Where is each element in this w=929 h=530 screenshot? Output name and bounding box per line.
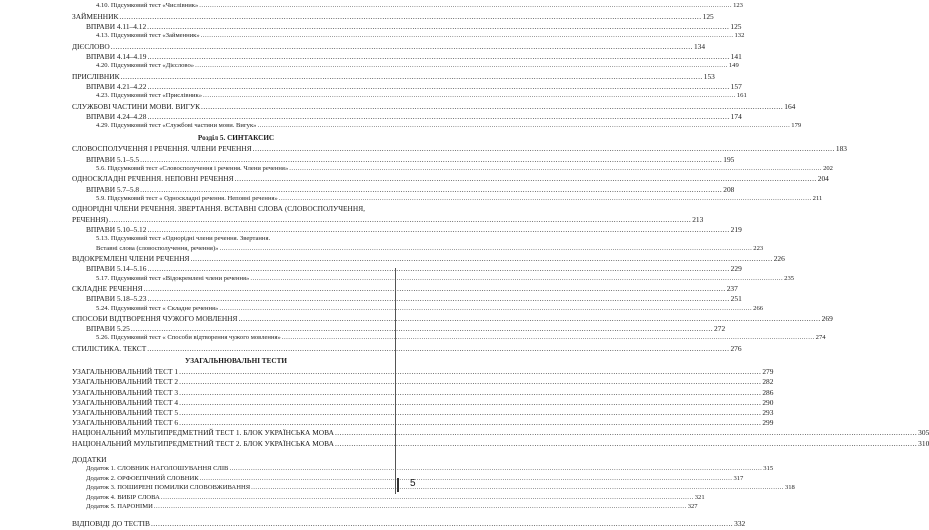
toc-entry-page: 272 [714,324,726,334]
toc-entry-page: 290 [762,397,774,407]
dot-leader [179,419,761,426]
dot-leader [154,504,687,511]
toc-entry [72,438,929,450]
toc-entry-title: УЗАГАЛЬНЮВАЛЬНИЙ ТЕСТ 6 [72,418,179,428]
toc-entry-title: ОДНОРІДНІ ЧЛЕНИ РЕЧЕННЯ. ЗВЕРТАННЯ. ВСТАВНІ СЛОВА (СЛОВОСПОЛУЧЕННЯ, [72,204,365,214]
dot-leader [119,13,701,20]
section-heading: УЗАГАЛЬНЮВАЛЬНІ ТЕСТИ [185,357,287,366]
toc-entry-title: 5.13. Підсумковий тест «Однорідні члени речення. Звертання. [96,234,271,242]
toc-entry-title: 4.13. Підсумковий тест «Займенник» [96,31,200,39]
toc-entry-page: 125 [730,21,742,31]
dot-leader [195,63,728,70]
toc-entry-title: 5.26. Підсумковий тест « Способи відтворення чужого мовлення» [96,334,281,342]
toc-entry-page: 266 [753,304,764,312]
toc-entry [72,518,746,530]
toc-entry-page: 134 [693,41,706,51]
dot-leader [335,440,917,447]
dot-leader [179,399,761,406]
toc-entry-title: 5.6. Підсумковий тест «Словосполучення і речення. Члени речення» [96,164,289,172]
toc-entry-page: 204 [817,174,829,184]
toc-entry-title: УЗАГАЛЬНЮВАЛЬНИЙ ТЕСТ 1 [72,367,179,377]
toc-entry-title: ДОДАТКИ [72,454,107,464]
toc-entry-title: ВПРАВИ 4.14–4.19 [86,51,147,61]
toc-entry-page: 321 [694,493,705,501]
toc-entry-page: 315 [763,464,774,472]
toc-entry [72,264,742,275]
dot-leader [131,325,713,332]
toc-entry-title: СЛОВОСПОЛУЧЕННЯ І РЕЧЕННЯ. ЧЛЕНИ РЕЧЕННЯ [72,144,252,154]
toc-entry-title: УЗАГАЛЬНЮВАЛЬНИЙ ТЕСТ 3 [72,387,179,397]
toc-entry-page: 161 [736,91,747,99]
toc-entry-title: УЗАГАЛЬНЮВАЛЬНИЙ ТЕСТ 4 [72,397,179,407]
toc-entry-title: УЗАГАЛЬНЮВАЛЬНИЙ ТЕСТ 5 [72,408,179,417]
toc-entry-title: 4.20. Підсумковий тест «Дієслово» [96,61,195,69]
toc-entry-title: 4.29. Підсумковий тест «Службові частини мови. Вигук» [96,121,257,129]
toc-entry-title: 5.9. Підсумковий тест « Односкладні речення. Неповні речення» [96,194,278,202]
dot-leader [111,43,693,50]
toc-entry [72,344,742,355]
toc-entry-title: Вставні слова (словосполучення, речення)» [96,244,219,252]
toc-entry-title: 5.24. Підсумковий тест « Складне речення» [96,304,219,312]
toc-entry-title: ОДНОСКЛАДНІ РЕЧЕННЯ. НЕПОВНІ РЕЧЕННЯ [72,174,234,184]
dot-leader [161,495,694,502]
toc-entry [72,294,742,305]
toc-entry-title: СКЛАДНЕ РЕЧЕННЯ [72,284,143,294]
dot-leader [282,335,815,342]
toc-entry-page: 195 [723,154,735,164]
dot-leader [147,83,729,90]
dot-leader [179,378,761,385]
toc-entry-page: 293 [762,408,774,417]
toc-entry-title: 4.10. Підсумковий тест «Числівник» [96,2,199,9]
dot-leader [203,93,736,100]
table-of-contents [72,2,929,530]
dot-leader [251,485,784,492]
toc-entry-page: 226 [773,254,785,264]
toc-entry-page: 208 [723,184,735,194]
toc-entry-page: 132 [734,31,745,39]
page-number: 5 [410,478,416,489]
toc-entry-page: 269 [821,314,833,324]
page-marker [397,478,399,492]
toc-entry-page: 125 [702,11,714,21]
dot-leader [147,295,729,302]
dot-leader [289,166,822,173]
toc-entry-title: ВПРАВИ 5.1–5.5 [86,154,140,164]
dot-leader [335,429,917,436]
dot-leader [235,175,817,182]
toc-entry-title: Додаток 4. ВИБІР СЛОВА [86,493,160,501]
toc-entry-title: ВПРАВИ 5.25 [86,324,130,334]
toc-entry-title: НАЦІОНАЛЬНИЙ МУЛЬТИПРЕДМЕТНИЙ ТЕСТ 2. БЛОК УКРАЇНСЬКА МОВА [72,438,334,448]
toc-entry-title: ПРИСЛІВНИК [72,71,120,81]
dot-leader [219,246,752,253]
toc-entry-page: 149 [728,61,739,69]
dot-leader [229,466,762,473]
toc-entry-page: 174 [730,111,742,121]
toc-entry-page: 274 [815,334,826,342]
toc-entry-title: 4.23. Підсумковий тест «Прислівник» [96,91,203,99]
toc-entry-page: 305 [918,428,929,438]
dot-leader [201,33,734,40]
margin-rule [395,268,396,494]
toc-entry-page: 211 [812,194,823,202]
toc-entry-title: НАЦІОНАЛЬНИЙ МУЛЬТИПРЕДМЕТНИЙ ТЕСТ 1. БЛОК УКРАЇНСЬКА МОВА [72,428,334,438]
toc-entry-title: ДІЄСЛОВО [72,41,110,51]
toc-entry-page: 317 [733,474,744,482]
toc-entry-title: Додаток 5. ПАРОНІМИ [86,503,153,511]
dot-leader [179,409,761,416]
toc-entry-page: 213 [692,214,704,224]
toc-entry-page: 223 [753,244,764,252]
toc-entry-page: 327 [687,503,698,511]
toc-entry-title: ВІДОКРЕМЛЕНІ ЧЛЕНИ РЕЧЕННЯ [72,254,190,264]
toc-entry [72,121,802,133]
toc-entry-page: 318 [784,484,795,492]
dot-leader [250,276,783,283]
dot-leader [179,368,761,375]
dot-leader [279,196,812,203]
toc-entry-page: 310 [918,438,929,448]
dot-leader [121,73,703,80]
toc-entry-page: 141 [730,51,742,61]
dot-leader [147,23,729,30]
toc-entry-page: 299 [762,418,774,428]
toc-entry-title: Додаток 1. СЛОВНИК НАГОЛОШУВАННЯ СЛІВ [86,464,229,472]
dot-leader [140,156,722,163]
toc-entry-title: ВПРАВИ 5.14–5.16 [86,264,147,274]
toc-entry-title: СЛУЖБОВІ ЧАСТИНИ МОВИ. ВИГУК [72,101,201,111]
toc-entry-page: 332 [734,518,746,528]
toc-entry-page: 237 [726,284,738,294]
toc-entry-page: 157 [730,81,742,91]
dot-leader [179,389,761,396]
toc-entry-page: 279 [762,367,774,377]
toc-entry-page: 276 [730,344,742,354]
toc-entry-page: 202 [823,164,833,172]
toc-entry-title: СПОСОБИ ВІДТВОРЕННЯ ЧУЖОГО МОВЛЕННЯ [72,314,238,324]
toc-entry-page: 164 [784,101,796,111]
toc-entry-title: Додаток 3. ПОШИРЕНІ ПОМИЛКИ СЛОВОВЖИВАННЯ [86,484,251,492]
dot-leader [147,113,729,120]
dot-leader [190,255,772,262]
toc-entry-title: ВПРАВИ 5.10–5.12 [86,224,147,234]
dot-leader [201,103,783,110]
toc-entry-page: 229 [730,264,742,274]
toc-entry-title: ВІДПОВІДІ ДО ТЕСТІВ [72,518,150,528]
toc-entry-page: 219 [730,224,742,234]
dot-leader [200,476,733,483]
toc-entry-page: 286 [762,387,774,397]
toc-entry-title: ВПРАВИ 4.24–4.28 [86,111,147,121]
toc-entry-page: 251 [730,294,742,304]
toc-entry-title: ВПРАВИ 4.11–4.12 [86,21,147,31]
dot-leader [199,3,732,10]
toc-entry [72,503,698,514]
toc-entry-title: Додаток 2. ОРФОЕПІЧНИЙ СЛОВНИК [86,474,199,482]
toc-entry-title: ВПРАВИ 5.7–5.8 [86,184,140,194]
toc-entry-page: 282 [762,377,774,387]
dot-leader [257,123,790,130]
toc-entry-title: ВПРАВИ 5.18–5.23 [86,294,147,304]
dot-leader [219,306,752,313]
dot-leader [147,226,729,233]
section-heading: Розділ 5. СИНТАКСИС [197,134,275,143]
toc-entry-title: СТИЛІСТИКА. ТЕКСТ [72,344,147,354]
toc-entry-page: 235 [784,274,795,282]
dot-leader [147,53,729,60]
dot-leader [140,186,722,193]
toc-entry-title: ВПРАВИ 4.21–4.22 [86,81,147,91]
dot-leader [147,345,729,352]
toc-entry-title: 5.17. Підсумковий тест «Відокремлені члени речення» [96,274,250,282]
toc-entry-page: 183 [835,144,847,154]
toc-entry-title: УЗАГАЛЬНЮВАЛЬНИЙ ТЕСТ 2 [72,377,179,387]
dot-leader [144,285,726,292]
dot-leader [238,315,820,322]
dot-leader [151,520,733,527]
dot-leader [147,265,729,272]
dot-leader [253,145,835,152]
toc-entry-title: РЕЧЕННЯ) [72,214,109,224]
toc-entry-page: 123 [733,2,743,9]
toc-entry-title: ЗАЙМЕННИК [72,11,119,21]
dot-leader [109,216,691,223]
toc-entry-page: 153 [703,71,715,81]
toc-entry-page: 179 [791,121,802,129]
